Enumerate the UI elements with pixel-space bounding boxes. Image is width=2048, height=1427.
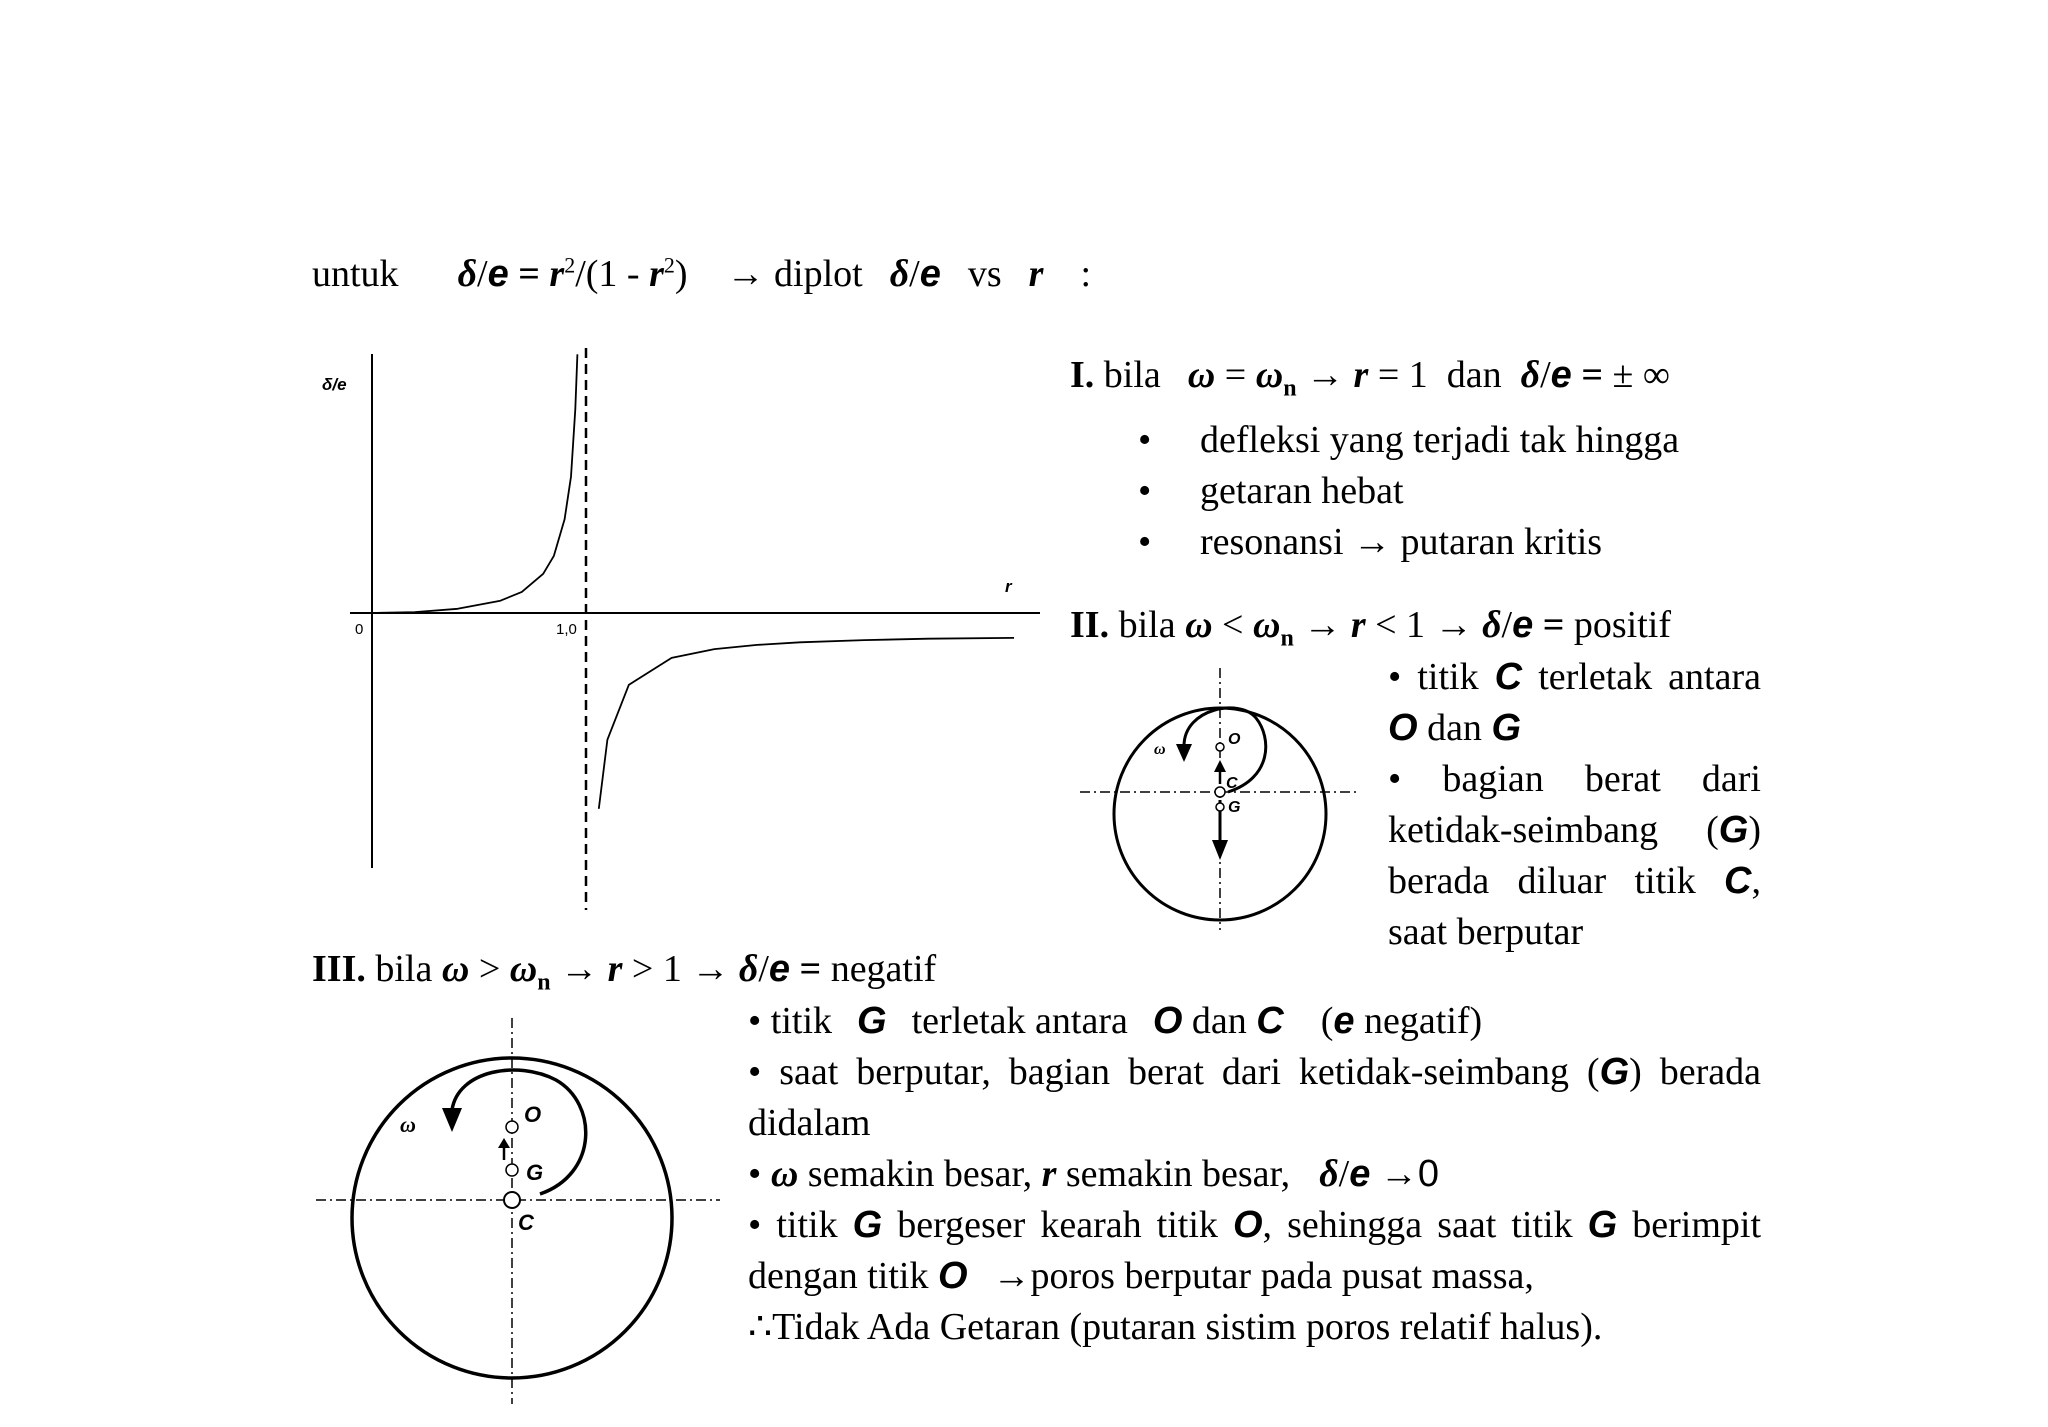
title-prefix: untuk — [312, 253, 399, 295]
section-2-b1-a: • titik — [1388, 656, 1479, 698]
section-1-omega: ω — [1187, 354, 1216, 396]
section-3-l2-G: G — [1599, 1051, 1630, 1093]
title-close: ) — [674, 253, 688, 295]
title-r3: r — [1028, 253, 1044, 295]
section-2-b1-dan: dan — [1427, 707, 1482, 749]
section-3-l1-paren: ( — [1320, 1000, 1334, 1042]
section-3-l1-neg: negatif) — [1364, 1000, 1483, 1042]
section-3-gt1: > 1 — [622, 948, 692, 990]
series-group — [372, 354, 1014, 809]
point-o-label: O — [1228, 731, 1241, 748]
section-2-b1-b: terletak antara — [1538, 656, 1761, 698]
section-3-line-2 — [748, 1047, 1761, 1149]
point-o-marker — [506, 1121, 518, 1133]
y-axis-label: δ/e — [322, 375, 347, 394]
section-3-l1-b: terletak antara — [911, 1000, 1128, 1042]
title-vs: vs — [967, 253, 1002, 295]
section-1-slash: / — [1540, 354, 1551, 396]
section-3-sub-n: n — [537, 969, 551, 996]
section-2-result: positif — [1573, 604, 1672, 646]
section-2-delta: δ — [1482, 604, 1502, 646]
section-3-l4-G: G — [852, 1204, 883, 1246]
series-line-1 — [372, 354, 577, 613]
rotation-arrowhead — [1176, 744, 1192, 762]
section-2-b1-C: C — [1494, 656, 1523, 698]
section-3-e: e — [768, 948, 791, 990]
omega-label: ω — [1154, 741, 1166, 758]
section-3-delta: δ — [738, 948, 759, 990]
section-1-bullet: • getaran hebat — [1138, 466, 1770, 517]
section-3-r: r — [607, 948, 623, 990]
section-1 — [1070, 350, 1770, 568]
section-2-eq: = — [1533, 604, 1574, 646]
section-3-l4-O2: O — [937, 1255, 968, 1297]
section-2-b1-G: G — [1491, 707, 1521, 749]
section-1-heading — [1070, 350, 1770, 415]
section-3-arrow: → — [560, 948, 599, 990]
section-1-bila: bila — [1103, 354, 1161, 396]
section-3-eq: = — [790, 948, 831, 990]
section-1-num: I. — [1070, 354, 1095, 396]
g-up-arrowhead — [498, 1138, 510, 1148]
section-2-sub-n: n — [1280, 625, 1294, 652]
g-down-arrowhead — [1212, 840, 1228, 860]
omega-label: ω — [400, 1112, 416, 1137]
title-sup2: 2 — [663, 252, 675, 278]
title-eq: = — [508, 253, 550, 295]
point-c-label: C — [1226, 775, 1238, 792]
section-3-num: III. — [312, 948, 366, 990]
point-g-label: G — [526, 1160, 544, 1185]
section-1-r: r — [1353, 354, 1369, 396]
title-mid: /(1 - — [575, 253, 650, 295]
title-delta: δ — [457, 253, 478, 295]
section-2-b1-O: O — [1388, 707, 1418, 749]
section-3-slash: / — [758, 948, 769, 990]
section-2-arrow: → — [1303, 604, 1342, 646]
section-2-omega-n: ω — [1252, 604, 1281, 646]
section-1-bullet: • resonansi → putaran kritis — [1138, 517, 1770, 568]
section-3-l3-delta: δ — [1319, 1153, 1339, 1195]
title-arrow: → — [726, 253, 765, 295]
rotor-diagram-negative — [308, 1010, 728, 1410]
x-tick-0: 0 — [355, 621, 364, 638]
series-line-2 — [599, 638, 1014, 809]
point-g-label: G — [1228, 799, 1241, 816]
section-3-l3-arrow0: →0 — [1379, 1153, 1439, 1195]
title-diplot: diplot — [774, 253, 863, 295]
rotation-arrow — [1184, 708, 1266, 792]
title-line — [312, 252, 1091, 296]
section-2-arrow2: → — [1434, 604, 1473, 646]
section-3-line-5 — [748, 1302, 1761, 1353]
title-delta2: δ — [889, 253, 910, 295]
section-3-l4-e: →poros berputar pada pusat massa, — [992, 1255, 1534, 1297]
section-1-r-eq: = 1 dan — [1368, 354, 1521, 396]
rotor-diagram-svg — [308, 1010, 728, 1410]
section-3-omega-n: ω — [509, 948, 538, 990]
point-o-marker — [1216, 743, 1224, 751]
section-1-eq: = — [1215, 354, 1256, 396]
delta-e-vs-r-chart — [300, 340, 1060, 920]
section-2-omega: ω — [1185, 604, 1213, 646]
title-e2: e — [919, 253, 941, 295]
point-c-marker — [1215, 787, 1225, 797]
section-1-pm-inf: ± ∞ — [1612, 354, 1670, 396]
section-3-line-4 — [748, 1200, 1761, 1302]
point-c-marker — [504, 1192, 520, 1208]
section-2-b2-c: , saat berputar — [1388, 860, 1761, 953]
rotation-arrowhead — [442, 1108, 462, 1132]
section-2-b2-b: ) berada diluar titik — [1388, 809, 1761, 902]
section-3-l1-e: e — [1333, 1000, 1355, 1042]
section-2-lt: < — [1212, 604, 1253, 646]
section-2-b2-G: G — [1718, 809, 1749, 851]
section-2-bullet-2 — [1388, 754, 1761, 958]
section-3-l5: ∴Tidak Ada Getaran (putaran sistim poros relatif halus). — [748, 1306, 1603, 1348]
point-c-label: C — [518, 1210, 534, 1235]
section-3-l3-e: e — [1349, 1153, 1371, 1195]
section-3-omega: ω — [441, 948, 470, 990]
section-1-omega-n: ω — [1255, 354, 1284, 396]
section-3-line-1 — [748, 996, 1761, 1047]
section-3-gt: > — [469, 948, 510, 990]
section-3-l3-r: r — [1041, 1153, 1057, 1195]
section-1-eq2: = — [1571, 354, 1613, 396]
section-3-l1-dan: dan — [1191, 1000, 1247, 1042]
section-3-l3-omega: ω — [770, 1153, 799, 1195]
section-1-e: e — [1550, 354, 1572, 396]
section-2-text — [1388, 652, 1761, 958]
section-3-l1-C: C — [1256, 1000, 1284, 1042]
section-1-arrow: → — [1306, 354, 1345, 396]
section-2-bullet-1 — [1388, 652, 1761, 754]
section-1-bullet: • defleksi yang terjadi tak hingga — [1138, 415, 1770, 466]
title-slash2: / — [909, 253, 920, 295]
section-3-l2-b: ) berada didalam — [748, 1051, 1761, 1144]
section-1-delta: δ — [1520, 354, 1541, 396]
rotor-diagram-svg — [1080, 668, 1360, 938]
section-2-b2-a: • bagian berat dari ketidak-seimbang ( — [1388, 758, 1761, 851]
section-3-l1-a: • titik — [748, 1000, 833, 1042]
point-g-marker — [506, 1164, 518, 1176]
section-3-result: negatif — [830, 948, 937, 990]
section-3-l3-a: semakin besar, — [807, 1153, 1033, 1195]
section-3-line-3 — [748, 1149, 1761, 1200]
section-3-l4-G2: G — [1587, 1204, 1618, 1246]
point-o-label: O — [524, 1102, 542, 1127]
section-2-lt1: < 1 — [1365, 604, 1435, 646]
section-3-l4-c: , sehingga saat titik — [1262, 1204, 1573, 1246]
c-up-arrowhead — [1214, 760, 1226, 772]
chart-svg — [300, 340, 1060, 920]
section-3-l3-slash: / — [1338, 1153, 1350, 1195]
section-2-bila: bila — [1118, 604, 1176, 646]
point-g-marker — [1216, 803, 1224, 811]
section-2-slash: / — [1501, 604, 1513, 646]
title-sup: 2 — [564, 252, 576, 278]
x-tick-1: 1,0 — [556, 621, 577, 638]
title-e: e — [487, 253, 509, 295]
section-3-l4-O: O — [1232, 1204, 1263, 1246]
title-r2: r — [649, 253, 664, 295]
section-3-arrow2: → — [691, 948, 730, 990]
rotor-diagram-positive — [1080, 668, 1360, 938]
section-2-b2-C: C — [1724, 860, 1752, 902]
title-r: r — [549, 253, 565, 295]
section-3-l1-O: O — [1152, 1000, 1183, 1042]
section-3-l4-d: berimpit dengan titik — [748, 1204, 1762, 1297]
section-2-num: II. — [1070, 604, 1110, 646]
section-2-e: e — [1512, 604, 1534, 646]
section-3-l3-b: semakin besar, — [1065, 1153, 1291, 1195]
x-axis-label: r — [1005, 577, 1012, 596]
section-3-l4-b: bergeser kearah titik — [897, 1204, 1218, 1246]
section-3-bila: bila — [375, 948, 433, 990]
section-1-bullets — [1070, 415, 1770, 568]
title-colon: : — [1080, 253, 1092, 295]
section-3-l1-G: G — [857, 1000, 887, 1042]
section-3-l2-a: • saat berputar, bagian berat dari ketidak-seimbang ( — [748, 1051, 1600, 1093]
rotation-arrow — [452, 1070, 586, 1194]
section-3-l4-a: • titik — [748, 1204, 838, 1246]
section-3-text — [748, 996, 1761, 1353]
section-1-sub-n: n — [1283, 375, 1297, 402]
section-3-l3-bullet: • — [748, 1153, 762, 1195]
section-2-r: r — [1350, 604, 1366, 646]
title-slash: / — [477, 253, 488, 295]
